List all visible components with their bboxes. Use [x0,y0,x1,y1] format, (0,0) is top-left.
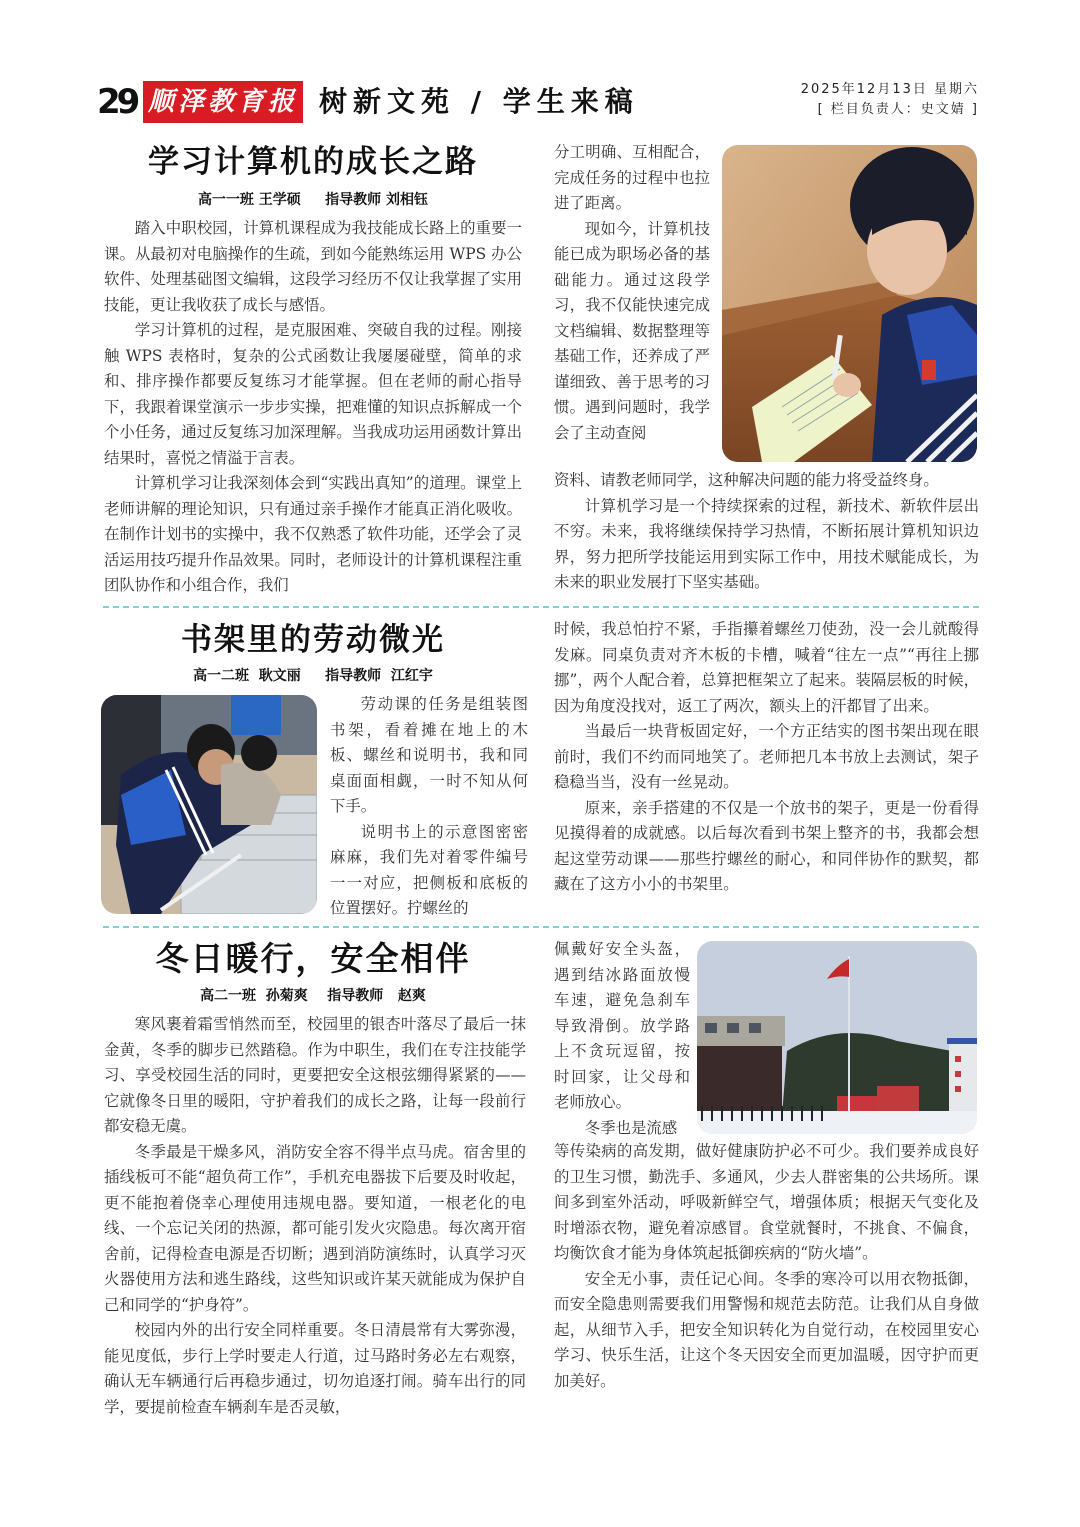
newspaper-logo: 顺泽教育报 [143,81,303,123]
article-3-title: 冬日暖行，安全相伴 [155,939,471,978]
section-divider [103,926,979,928]
issue-date: 2025年12月13日 星期六 [800,82,979,97]
paragraph: 现如今，计算机技能已成为职场必备的基础能力。通过这段学习，我不仅能快速完成文档编辑、数据整理等基础工作，还养成了严谨细致、善于思考的习惯。遇到问题时，我学会了主动查阅 [554,219,710,442]
article-3-photo [697,941,977,1134]
paragraph: 分工明确、互相配合，完成任务的过程中也拉进了距离。 [554,143,710,212]
article-2-title: 书架里的劳动微光 [181,622,445,658]
page-number: 29 [97,82,137,122]
paragraph: 原来，亲手搭建的不仅是一个放书的架子，更是一份看得见摸得着的成就感。以后每次看到书架上整齐的书，我都会想起这堂劳动课——那些拧螺丝的耐心，和同伴协作的默契，都藏在了这方小小的书架里。 [554,798,979,893]
paragraph: 校园内外的出行安全同样重要。冬日清晨常有大雾弥漫，能见度低，步行上学时要走人行道，过马路时务必左右观察，确认无车辆通行后再稳步通过，切勿追逐打闹。骑车出行的同学，要提前检查车辆刹车是否灵敏， [104,1321,526,1416]
paragraph: 当最后一块背板固定好，一个方正结实的图书架出现在眼前时，我们不约而同地笑了。老师把几本书放上去测试，架子稳稳当当，没有一丝晃动。 [554,722,979,791]
paragraph: 冬季最是干燥多风，消防安全容不得半点马虎。宿舍里的插线板可不能“超负荷工作”，手机充电器拔下后要及时收起，更不能抱着侥幸心理使用违规电器。要知道，一根老化的电线、一个忘记关闭的热源，都可能引发火灾隐患。每次离开宿舍前，记得检查电源是否切断；遇到消防演练时，认真学习灭火器使用方法和逃生路线，这些知识或许某天就能成为保护自己和同学的“护身符”。 [104,1142,526,1314]
paragraph: 寒风裹着霜雪悄然而至，校园里的银杏叶落尽了最后一抹金黄，冬季的脚步已然踏稳。作为中职生，我们在专注技能学习、享受校园生活的同时，更要把安全这根弦绷得紧紧的——它就像冬日里的暖阳，守护着我们的成长之路，让每一段前行都安稳无虞。 [104,1015,526,1135]
student-writing-photo-icon [722,145,977,462]
paragraph: 佩戴好安全头盔，遇到结冰路面放慢车速，避免急刹车导致滑倒。放学路上不贪玩逗留，按时回家，让父母和老师放心。 [554,940,690,1111]
paragraph: 计算机学习让我深刻体会到“实践出真知”的道理。课堂上老师讲解的理论知识，只有通过亲手操作才能真正消化吸收。在制作计划书的实操中，我不仅熟悉了软件功能，还学会了灵活运用技巧提升作品效果。同时，老师设计的计算机课程注重团队协作和小组合作，我们 [104,474,522,594]
article-2-body-narrow [330,692,528,922]
campus-flag-snow-photo-icon [697,941,977,1134]
article-3-byline: 高二一班 孙菊爽 指导教师 赵爽 [200,988,426,1004]
article-1-body-right-wide [554,468,979,596]
paragraph: 等传染病的高发期，做好健康防护必不可少。我们要养成良好的卫生习惯，勤洗手、多通风，少去人群密集的公共场所。课间多到室外活动，呼吸新鲜空气，增强体质；根据天气变化及时增添衣物，避免着凉感冒。食堂就餐时，不挑食、不偏食，均衡饮食才能为身体筑起抵御疾病的“防火墙”。 [554,1142,979,1262]
paragraph: 安全无小事，责任记心间。冬季的寒冷可以用衣物抵御，而安全隐患则需要我们用警惕和规范去防范。让我们从自身做起，从细节入手，把安全知识转化为自觉行动，在校园里安心学习、快乐生活，让这个冬天因安全而更加温暖，因守护而更加美好。 [554,1269,979,1390]
section-divider [103,606,979,608]
article-1-title: 学习计算机的成长之路 [148,144,478,180]
paragraph: 踏入中职校园，计算机课程成为我技能成长路上的重要一课。从最初对电脑操作的生疏，到如今能熟练运用 WPS 办公软件、处理基础图文编辑，这段学习经历不仅让我掌握了实用技能，更让我收获了成长与感悟。 [104,219,522,314]
article-1-body-left [104,216,522,599]
article-1-photo [722,145,977,462]
article-1-body-right-narrow [554,140,710,446]
article-2-body-right [554,617,979,898]
paragraph: 说明书上的示意图密密麻麻，我们先对着零件编号一一对应，把侧板和底板的位置摆好。拧螺丝的 [330,822,528,917]
article-2-byline: 高一二班 耿文丽 指导教师 江红宇 [193,668,433,684]
paragraph: 学习计算机的过程，是克服困难、突破自我的过程。刚接触 WPS 表格时，复杂的公式函数让我屡屡碰壁，简单的求和、排序操作都要反复练习才能掌握。但在老师的耐心指导下，我跟着课堂演示一步步实操，把难懂的知识点拆解成一个个小任务，通过反复练习加深理解。当我成功运用函数计算出结果时，喜悦之情溢于言表。 [104,321,522,467]
paragraph: 时候，我总怕拧不紧，手指攥着螺丝刀使劲，没一会儿就酸得发麻。同桌负责对齐木板的卡槽，喊着“往左一点”“再往上挪挪”，两个人配合着，总算把框架立了起来。装隔层板的时候，因为角度没找对，返工了两次，额头上的汗都冒了出来。 [554,620,979,715]
paragraph: 劳动课的任务是组装图书架，看着摊在地上的木板、螺丝和说明书，我和同桌面面相觑，一时不知从何下手。 [330,695,528,815]
section-title: 树新文苑 / 学生来稿 [319,85,639,118]
paragraph: 冬季也是流感 [584,1118,678,1137]
article-3-body-right-wide [554,1139,979,1394]
bookshelf-assembly-photo-icon [101,695,317,914]
article-1-byline: 高一一班 王学硕 指导教师 刘相钰 [197,192,429,208]
article-3-body-right-narrow [554,937,690,1141]
article-2-photo [101,695,317,914]
paragraph: 资料、请教老师同学，这种解决问题的能力将受益终身。 [554,471,939,489]
issue-info [801,80,979,120]
masthead [97,76,983,126]
article-3-body-left [104,1012,526,1420]
column-editor: [ 栏目负责人：史文婧 ] [817,102,979,117]
paragraph: 计算机学习是一个持续探索的过程，新技术、新软件层出不穷。未来，我将继续保持学习热情，不断拓展计算机知识边界，努力把所学技能运用到实际工作中，用技术赋能成长，为未来的职业发展打下坚实基础。 [554,496,979,591]
